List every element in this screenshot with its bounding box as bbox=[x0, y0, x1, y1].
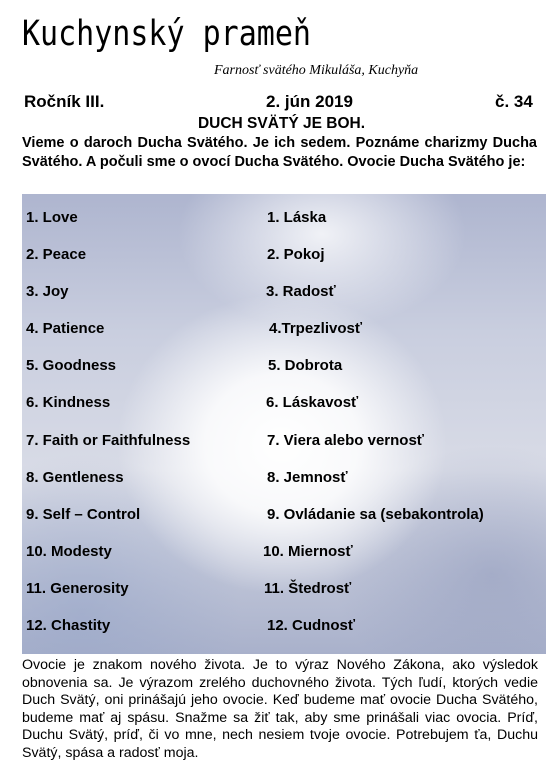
fruit-row bbox=[22, 317, 546, 341]
fruit-row bbox=[22, 466, 546, 490]
parish-subtitle: Farnosť svätého Mikuláša, Kuchyňa bbox=[214, 63, 419, 78]
fruit-row bbox=[22, 280, 546, 304]
fruit-slovak: 5. Dobrota bbox=[268, 357, 343, 374]
fruit-english: 6. Kindness bbox=[26, 394, 111, 411]
intro-paragraph: Vieme o daroch Ducha Svätého. Je ich sedem. Poznáme charizmy Ducha Svätého. A počuli sme o ovocí Ducha Svätého. Ovocie Ducha Svätého je: bbox=[22, 135, 537, 170]
fruit-slovak: 9. Ovládanie sa (sebakontrola) bbox=[267, 506, 484, 523]
fruit-english: 11. Generosity bbox=[26, 580, 129, 597]
fruit-english: 5. Goodness bbox=[26, 357, 117, 374]
fruit-slovak: 11. Štedrosť bbox=[264, 580, 352, 597]
fruit-english: 4. Patience bbox=[26, 320, 105, 337]
fruit-english: 7. Faith or Faithfulness bbox=[26, 432, 191, 449]
newsletter-title: Kuchynský prameň bbox=[22, 14, 311, 55]
fruit-slovak: 10. Miernosť bbox=[263, 543, 353, 560]
fruit-english: 9. Self – Control bbox=[26, 506, 141, 523]
fruit-english: 12. Chastity bbox=[26, 617, 111, 634]
fruit-row bbox=[22, 429, 546, 453]
fruit-row bbox=[22, 577, 546, 601]
fruit-slovak: 6. Láskavosť bbox=[266, 394, 359, 411]
article-headline: DUCH SVÄTÝ JE BOH. bbox=[197, 115, 366, 132]
fruit-slovak: 4.Trpezlivosť bbox=[269, 320, 363, 337]
fruit-slovak: 3. Radosť bbox=[266, 283, 336, 300]
fruit-row bbox=[22, 391, 546, 415]
volume-label: Ročník III. bbox=[24, 92, 105, 111]
fruit-english: 10. Modesty bbox=[26, 543, 112, 560]
fruit-english: 1. Love bbox=[26, 209, 78, 226]
fruit-slovak: 8. Jemnosť bbox=[267, 469, 348, 486]
fruit-english: 8. Gentleness bbox=[26, 469, 124, 486]
fruit-english: 3. Joy bbox=[26, 283, 69, 300]
closing-paragraph: Ovocie je znakom nového života. Je to výraz Nového Zákona, ako výsledok obnovenia sa. Je výrazom zrelého duchovného života. Tých ľudí, ktorých vedie Duch Svätý, oni prinášajú jeho ovocie. Keď budeme mať ovocie Ducha Svätého, budeme mať aj spásu. Snažme sa žiť tak, aby sme prinášali viac ovocia. Príď, Duchu Svätý, príď, či vo mne, nech nesiem tvoje ovocie. Potrebujem ťa, Duchu Svätý, spása a radosť moja. bbox=[22, 657, 538, 761]
fruit-english: 2. Peace bbox=[26, 246, 87, 263]
fruit-row bbox=[22, 503, 546, 527]
issue-number: č. 34 bbox=[495, 92, 533, 111]
issue-date: 2. jún 2019 bbox=[266, 92, 353, 111]
fruit-slovak: 7. Viera alebo vernosť bbox=[267, 432, 424, 449]
fruit-row bbox=[22, 354, 546, 378]
fruit-row bbox=[22, 540, 546, 564]
fruit-slovak: 1. Láska bbox=[267, 209, 327, 226]
fruit-row bbox=[22, 206, 546, 230]
fruit-row bbox=[22, 614, 546, 638]
fruit-slovak: 2. Pokoj bbox=[267, 246, 325, 263]
fruit-row bbox=[22, 243, 546, 267]
fruit-slovak: 12. Cudnosť bbox=[267, 617, 356, 634]
fruits-panel bbox=[22, 194, 546, 654]
